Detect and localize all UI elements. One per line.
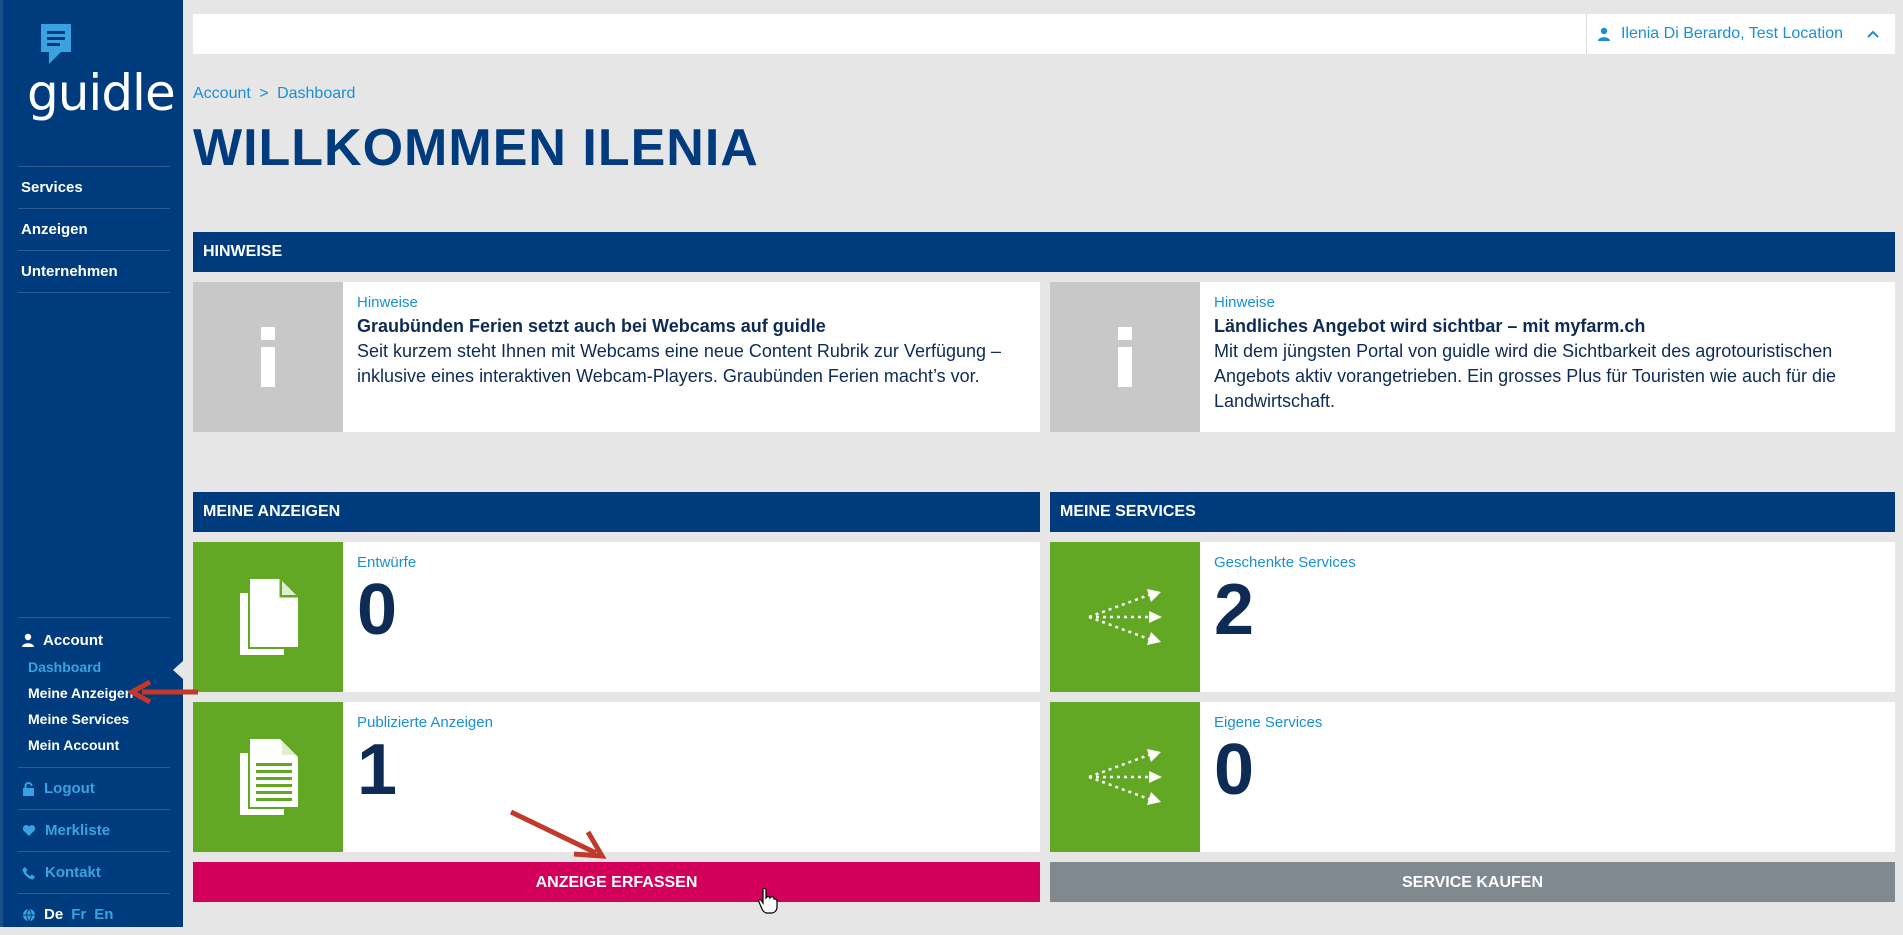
user-name: Ilenia Di Berardo, Test Location — [1620, 25, 1843, 42]
info-icon — [1115, 327, 1135, 387]
lang-fr[interactable]: Fr — [71, 906, 87, 923]
secondary-links — [18, 767, 170, 935]
breadcrumb-dashboard[interactable]: Dashboard — [277, 85, 356, 102]
geschenkt-count: 2 — [1214, 570, 1255, 650]
logo-text: guidle — [27, 64, 175, 122]
eigene-count: 0 — [1214, 730, 1255, 810]
info-icon — [258, 327, 278, 387]
guidle-logo[interactable] — [27, 22, 175, 122]
own-services-thumb — [1050, 702, 1200, 852]
gift-services-thumb — [1050, 542, 1200, 692]
lock-icon — [22, 782, 35, 796]
user-icon — [1597, 27, 1611, 41]
language-switcher — [18, 893, 170, 935]
page-title: WILLKOMMEN ILENIA — [193, 119, 759, 177]
meine-anzeigen-header: MEINE ANZEIGEN — [193, 492, 1040, 532]
entwuerfe-label: Entwürfe — [357, 554, 417, 571]
share-arrows-icon — [1087, 587, 1163, 647]
documents-icon — [236, 577, 300, 657]
anzeige-erfassen-button[interactable]: ANZEIGE ERFASSEN — [193, 862, 1040, 902]
info-thumb — [1050, 282, 1200, 432]
entwuerfe-count: 0 — [357, 570, 398, 650]
publizierte-anzeigen-card[interactable] — [193, 702, 1040, 852]
hand-cursor-icon — [758, 888, 778, 914]
hinweis-card-myfarm[interactable] — [1050, 282, 1895, 432]
share-arrows-icon — [1087, 747, 1163, 807]
logout-link[interactable] — [18, 767, 170, 809]
publiziert-count: 1 — [357, 730, 398, 810]
heart-icon — [22, 824, 36, 837]
account-item-meine-services[interactable]: Meine Services — [28, 711, 130, 727]
lang-en[interactable]: En — [94, 906, 114, 923]
service-kaufen-button[interactable]: SERVICE KAUFEN — [1050, 862, 1895, 902]
account-label: Account — [43, 631, 103, 649]
info-thumb — [193, 282, 343, 432]
eigene-label: Eigene Services — [1214, 714, 1323, 731]
active-item-pointer — [173, 661, 183, 679]
annotation-arrow-down — [508, 808, 608, 864]
logout-label: Logout — [44, 780, 95, 797]
account-item-mein-account[interactable]: Mein Account — [28, 737, 120, 753]
meine-services-header: MEINE SERVICES — [1050, 492, 1895, 532]
top-bar — [193, 14, 1895, 54]
entwuerfe-card[interactable] — [193, 542, 1040, 692]
nav-item-anzeigen[interactable]: Anzeigen — [18, 208, 170, 250]
main-nav — [18, 166, 170, 293]
publiziert-label: Publizierte Anzeigen — [357, 714, 493, 731]
hinweis-title[interactable]: Ländliches Angebot wird sichtbar – mit myfarm.ch — [1214, 316, 1646, 336]
globe-icon — [22, 908, 36, 922]
chevron-up-icon — [1867, 30, 1879, 38]
document-text-icon — [236, 737, 300, 817]
merkliste-link[interactable] — [18, 809, 170, 851]
kontakt-link[interactable] — [18, 851, 170, 893]
published-thumb — [193, 702, 343, 852]
sidebar — [0, 0, 183, 927]
hinweis-card-webcams[interactable] — [193, 282, 1040, 432]
user-menu[interactable] — [1586, 14, 1895, 54]
drafts-thumb — [193, 542, 343, 692]
breadcrumb-separator: > — [259, 85, 269, 102]
account-item-meine-anzeigen[interactable]: Meine Anzeigen — [28, 685, 134, 701]
account-item-dashboard[interactable]: Dashboard — [28, 659, 102, 675]
hinweis-text: Seit kurzem steht Ihnen mit Webcams eine neue Content Rubrik zur Verfügung – inklusive eines interaktiven Webcam-Players. Graubünden Ferien macht’s vor. — [357, 341, 1002, 386]
phone-icon — [22, 866, 36, 880]
geschenkte-services-card[interactable] — [1050, 542, 1895, 692]
hinweis-category: Hinweise — [1214, 294, 1275, 311]
kontakt-label: Kontakt — [45, 864, 101, 881]
user-icon — [21, 633, 35, 647]
hinweise-header: HINWEISE — [193, 232, 1895, 272]
geschenkt-label: Geschenkte Services — [1214, 554, 1356, 571]
nav-item-services[interactable]: Services — [18, 166, 170, 208]
merkliste-label: Merkliste — [45, 822, 111, 839]
logo-bubble-icon — [39, 22, 73, 66]
hinweis-category: Hinweise — [357, 294, 418, 311]
account-header[interactable] — [18, 630, 170, 650]
lang-de[interactable]: De — [44, 906, 64, 923]
breadcrumb-account[interactable]: Account — [193, 85, 251, 102]
nav-item-unternehmen[interactable]: Unternehmen — [18, 250, 170, 293]
annotation-arrow-left — [128, 680, 200, 704]
eigene-services-card[interactable] — [1050, 702, 1895, 852]
hinweis-title[interactable]: Graubünden Ferien setzt auch bei Webcams auf guidle — [357, 316, 826, 336]
breadcrumb — [193, 85, 355, 103]
hinweis-text: Mit dem jüngsten Portal von guidle wird die Sichtbarkeit des agrotouristischen Angebots aktiv vorangetrieben. Ein grosses Plus für Touristen wie auch für die Landwirtschaft. — [1214, 341, 1837, 411]
